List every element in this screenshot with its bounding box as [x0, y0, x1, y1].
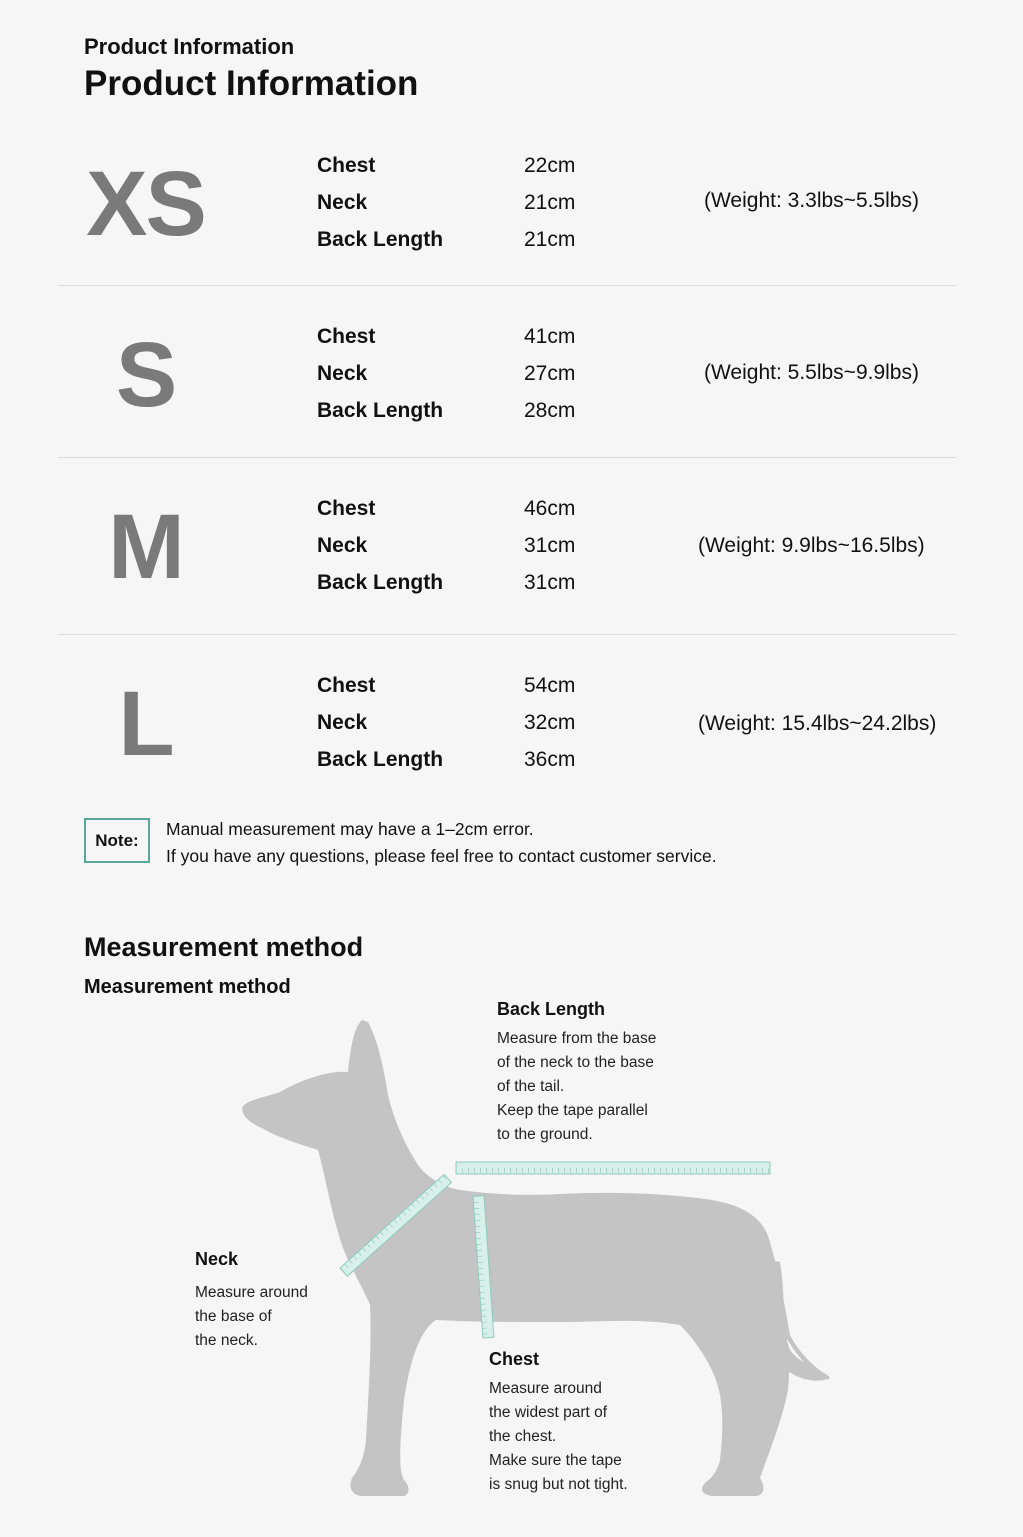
size-row-xs: [58, 140, 957, 286]
method-title-large: Measurement method: [84, 932, 364, 962]
callout-line: Measure around: [195, 1284, 308, 1301]
callout-title: Chest: [489, 1349, 540, 1369]
callout-line: the base of: [195, 1308, 272, 1325]
callout-line: Measure from the base: [497, 1030, 657, 1047]
note-line-1: Manual measurement may have a 1–2cm error.: [166, 819, 534, 839]
back-length-value: 31cm: [524, 571, 576, 594]
back-tape: [456, 1162, 770, 1174]
chest-value: 22cm: [524, 154, 576, 177]
section-title-large: Product Information: [84, 64, 419, 103]
size-row-l: [58, 660, 957, 800]
chest-label: Chest: [317, 325, 376, 348]
callout-line: Make sure the tape: [489, 1452, 622, 1469]
chest-value: 46cm: [524, 497, 576, 520]
size-label: S: [115, 324, 176, 426]
chest-label: Chest: [317, 674, 376, 697]
back-length-value: 28cm: [524, 399, 576, 422]
measurements: [317, 318, 575, 429]
neck-label: Neck: [317, 711, 368, 734]
note-text: [166, 816, 717, 870]
callout-title: Neck: [195, 1249, 239, 1269]
back-length-label: Back Length: [317, 228, 444, 251]
callout-line: of the neck to the base: [497, 1054, 654, 1071]
neck-value: 27cm: [524, 362, 576, 385]
chest-value: 54cm: [524, 674, 576, 697]
note-line-2: If you have any questions, please feel free to contact customer service.: [166, 846, 717, 866]
callout-title: Back Length: [497, 999, 606, 1019]
neck-label: Neck: [317, 362, 368, 385]
chest-label: Chest: [317, 154, 376, 177]
chest-value: 41cm: [524, 325, 576, 348]
callout-line: Measure around: [489, 1380, 602, 1397]
callout-line: the widest part of: [489, 1404, 608, 1421]
size-label: M: [108, 496, 183, 598]
callout-line: to the ground.: [497, 1126, 593, 1143]
size-label: L: [118, 673, 173, 775]
back-length-value: 21cm: [524, 228, 576, 251]
callout-line: is snug but not tight.: [489, 1476, 628, 1493]
callout-neck: [195, 1247, 308, 1353]
measurements: [317, 667, 575, 778]
callout-back-length: [497, 997, 656, 1147]
neck-label: Neck: [317, 191, 368, 214]
callout-line: of the tail.: [497, 1078, 565, 1095]
callout-line: the neck.: [195, 1332, 258, 1349]
weight-range: (Weight: 9.9lbs~16.5lbs): [698, 534, 925, 557]
weight-range: (Weight: 3.3lbs~5.5lbs): [704, 189, 919, 212]
neck-label: Neck: [317, 534, 368, 557]
size-row-s: [58, 311, 957, 458]
measurements: [317, 490, 575, 601]
neck-value: 31cm: [524, 534, 576, 557]
callout-line: Keep the tape parallel: [497, 1102, 648, 1119]
back-length-label: Back Length: [317, 748, 444, 771]
weight-range: (Weight: 5.5lbs~9.9lbs): [704, 361, 919, 384]
section-title-small: Product Information: [84, 34, 295, 59]
neck-value: 32cm: [524, 711, 576, 734]
back-length-value: 36cm: [524, 748, 576, 771]
method-title-small: Measurement method: [84, 976, 291, 998]
neck-value: 21cm: [524, 191, 576, 214]
size-label: XS: [86, 153, 205, 255]
size-row-m: [58, 483, 957, 635]
weight-range: (Weight: 15.4lbs~24.2lbs): [698, 712, 937, 735]
chest-label: Chest: [317, 497, 376, 520]
back-length-label: Back Length: [317, 571, 444, 594]
measurements: [317, 147, 575, 258]
back-length-label: Back Length: [317, 399, 444, 422]
note-badge: Note:: [84, 818, 150, 863]
callout-chest: [489, 1347, 628, 1497]
callout-line: the chest.: [489, 1428, 557, 1445]
